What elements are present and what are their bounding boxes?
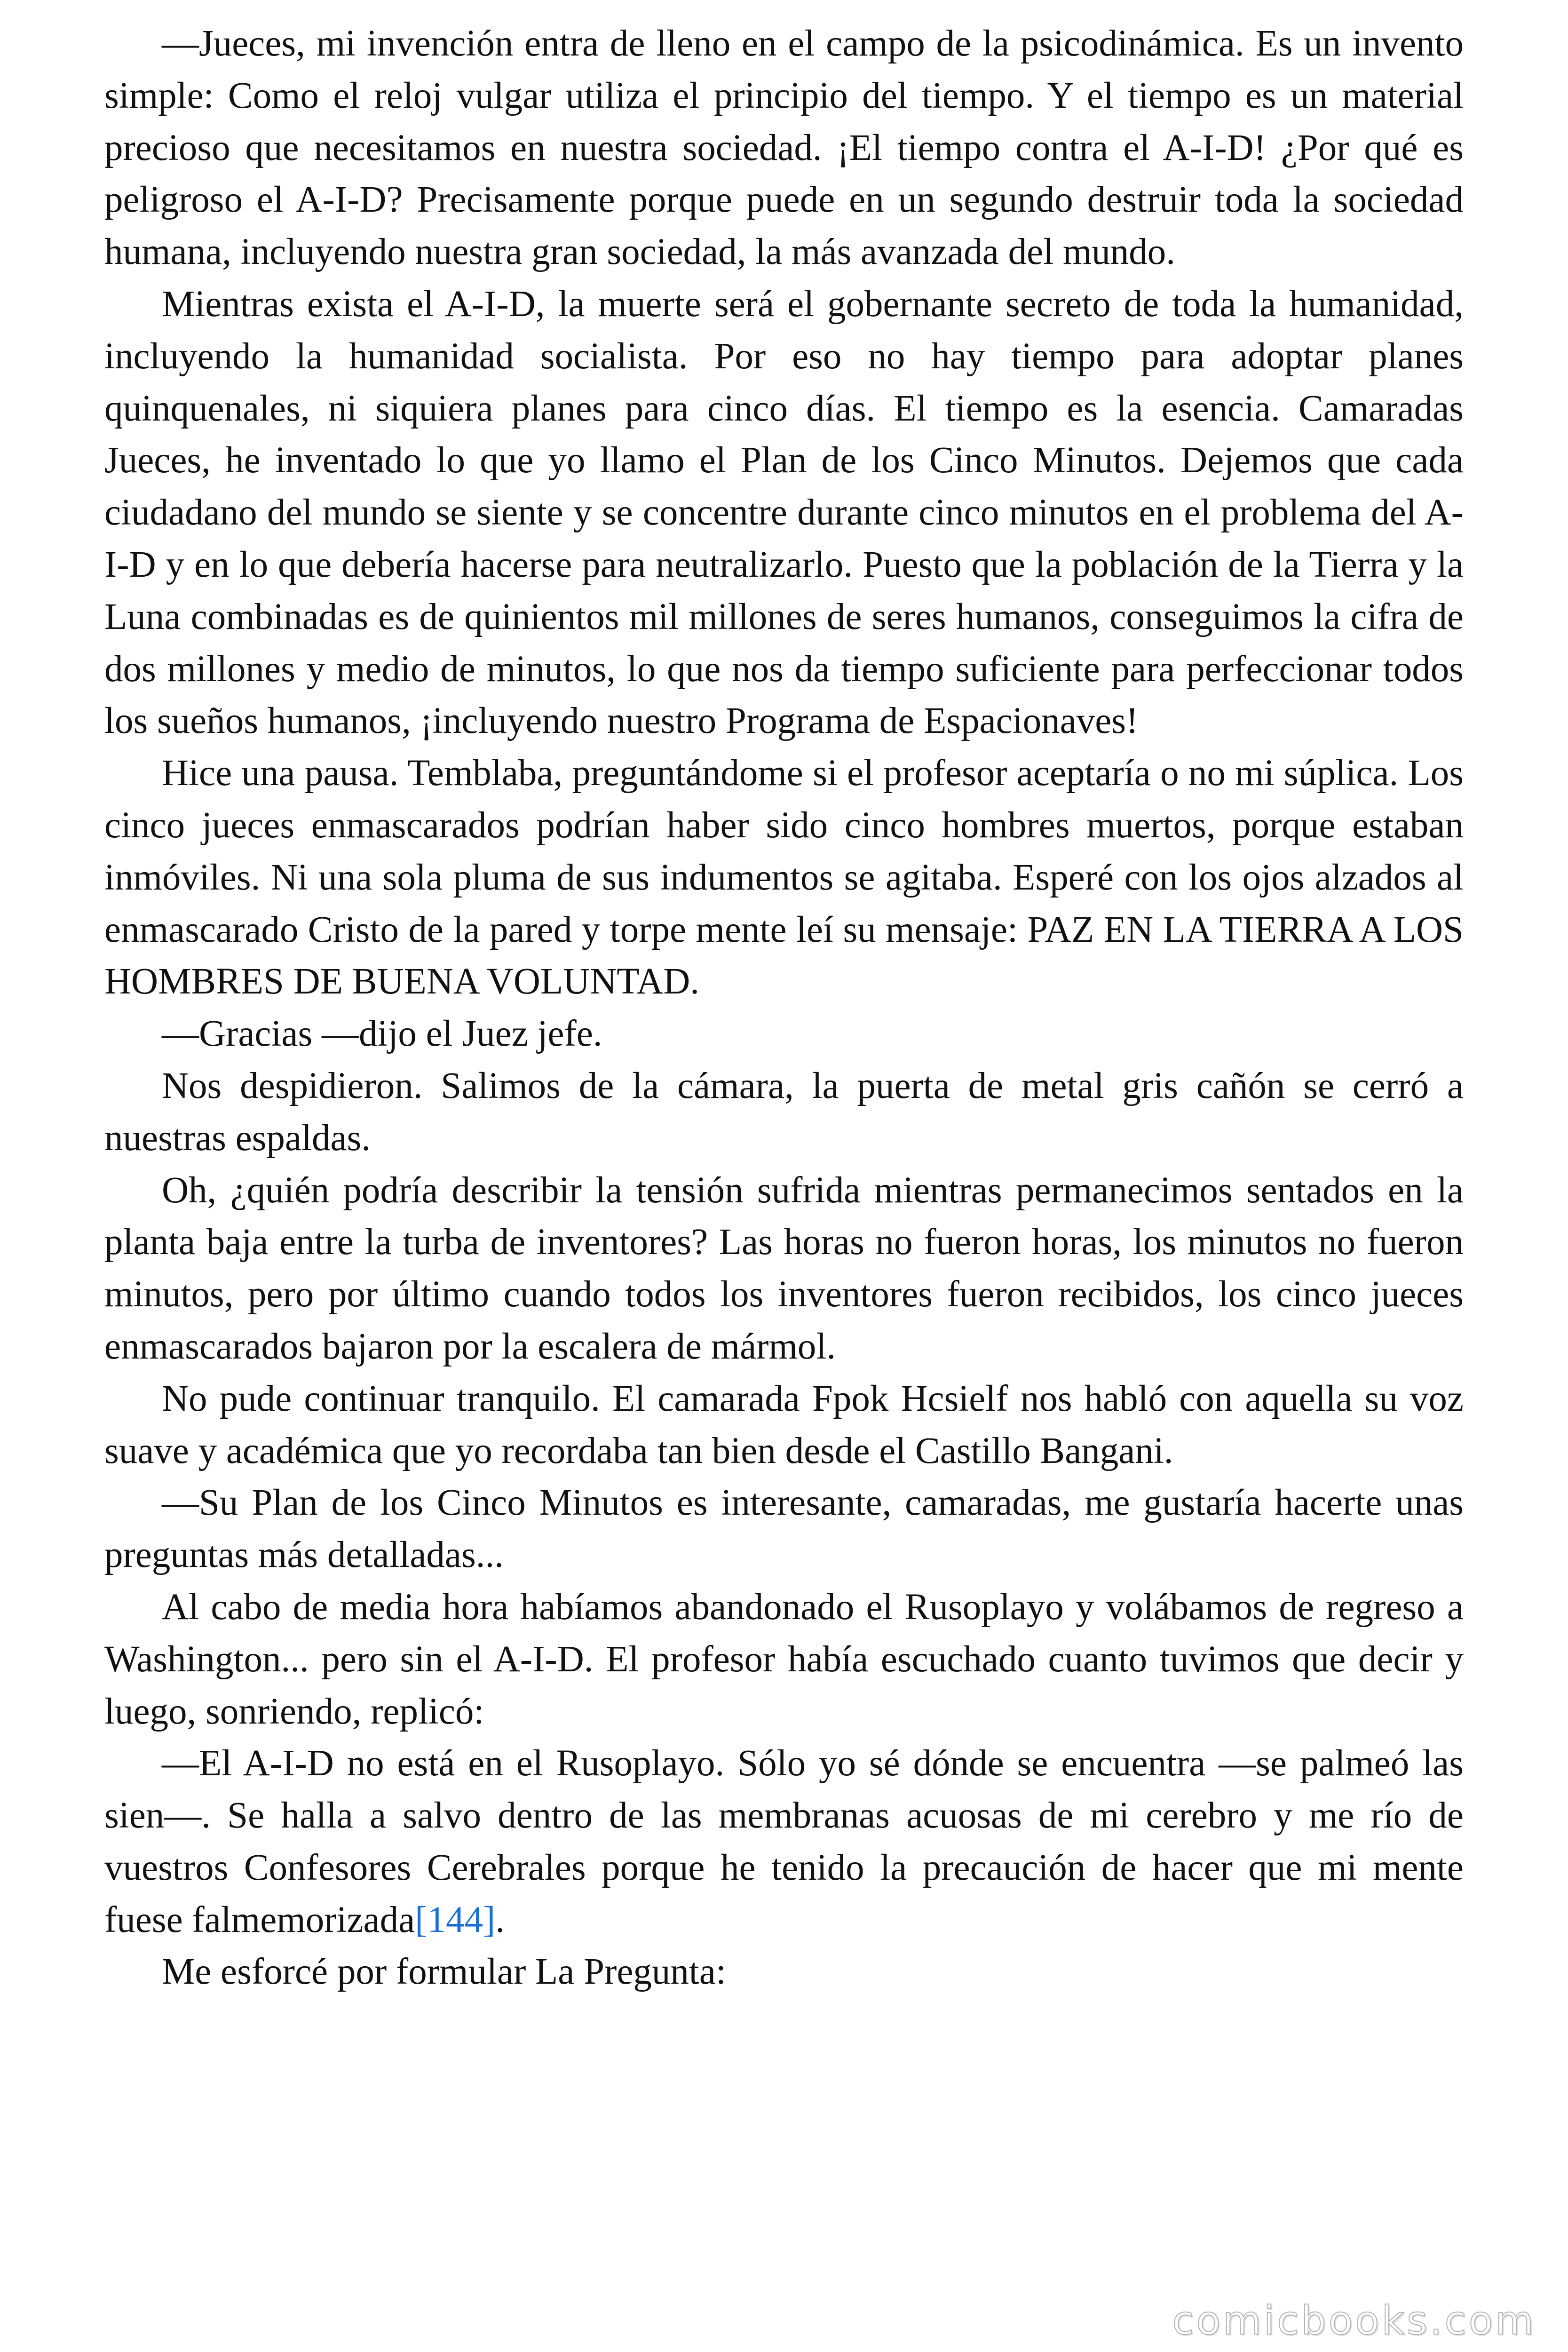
paragraph: —Gracias —dijo el Juez jefe. <box>162 1013 602 1055</box>
book-page <box>104 18 1464 1998</box>
paragraph: —Su Plan de los Cinco Minutos es interesante, camaradas, me gustaría hacerte unas preguntas más detalladas... <box>104 1482 1464 1576</box>
paragraph-tail: . <box>495 1899 505 1940</box>
paragraph-text: —El A-I-D no está en el Rusoplayo. Sólo yo sé dónde se encuentra —se palmeó las sien—. Se halla a salvo dentro de las membranas acuosas de mi cerebro y me río de vuestros Confesores Cerebrales porque he tenido la precaución de hacer que mi mente fuese falmemorizada <box>104 1743 1464 1940</box>
paragraph-with-footnote <box>104 1738 1464 1946</box>
paragraph: —Jueces, mi invención entra de lleno en el campo de la psicodinámica. Es un invento simple: Como el reloj vulgar utiliza el principio del tiempo. Y el tiempo es un material precioso que necesitamos en nuestra sociedad. ¡El tiempo contra el A-I-D! ¿Por qué es peligroso el A-I-D? Precisamente porque puede en un segundo destruir toda la sociedad humana, incluyendo nuestra gran sociedad, la más avanzada del mundo. <box>104 23 1464 273</box>
paragraph: No pude continuar tranquilo. El camarada Fpok Hcsielf nos habló con aquella su voz suave y académica que yo recordaba tan bien desde el Castillo Bangani. <box>104 1378 1464 1471</box>
paragraph: Nos despidieron. Salimos de la cámara, la puerta de metal gris cañón se cerró a nuestras espaldas. <box>104 1065 1464 1159</box>
paragraph: Hice una pausa. Temblaba, preguntándome si el profesor aceptaría o no mi súplica. Los cinco jueces enmascarados podrían haber sido cinco hombres muertos, porque estaban inmóviles. Ni una sola pluma de sus indumentos se agitaba. Esperé con los ojos alzados al enmascarado Cristo de la pared y torpe mente leí su mensaje: PAZ EN LA TIERRA A LOS HOMBRES DE BUENA VOLUNTAD. <box>104 753 1464 1002</box>
paragraph: Al cabo de media hora habíamos abandonado el Rusoplayo y volábamos de regreso a Washington... pero sin el A-I-D. El profesor había escuchado cuanto tuvimos que decir y luego, sonriendo, replicó: <box>104 1586 1464 1732</box>
watermark: comicbooks.com <box>1172 2297 1536 2344</box>
footnote-link[interactable]: [144] <box>415 1899 496 1940</box>
paragraph: Mientras exista el A-I-D, la muerte será el gobernante secreto de toda la humanidad, incluyendo la humanidad socialista. Por eso no hay tiempo para adoptar planes quinquenales, ni siquiera planes para cinco días. El tiempo es la esencia. Camaradas Jueces, he inventado lo que yo llamo el Plan de los Cinco Minutos. Dejemos que cada ciudadano del mundo se siente y se concentre durante cinco minutos en el problema del A-I-D y en lo que debería hacerse para neutralizarlo. Puesto que la población de la Tierra y la Luna combinadas es de quinientos mil millones de seres humanos, conseguimos la cifra de dos millones y medio de minutos, lo que nos da tiempo suficiente para perfeccionar todos los sueños humanos, ¡incluyendo nuestro Programa de Espacionaves! <box>104 283 1464 742</box>
paragraph: Oh, ¿quién podría describir la tensión sufrida mientras permanecimos sentados en la planta baja entre la turba de inventores? Las horas no fueron horas, los minutos no fueron minutos, pero por último cuando todos los inventores fueron recibidos, los cinco jueces enmascarados bajaron por la escalera de mármol. <box>104 1169 1464 1367</box>
paragraph: Me esforcé por formular La Pregunta: <box>162 1951 726 1993</box>
